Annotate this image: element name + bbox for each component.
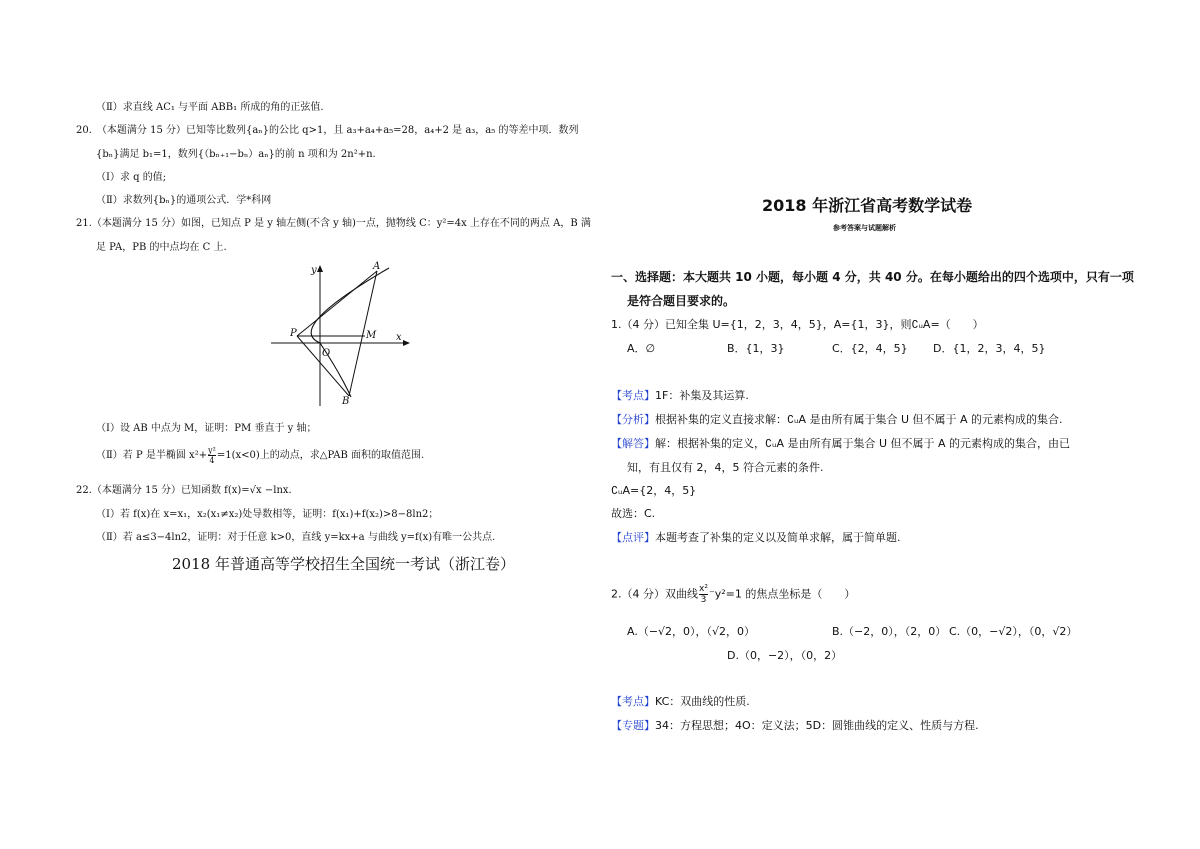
fenxi-text: 根据补集的定义直接求解：∁ᵤA 是由所有属于集合 U 但不属于 A 的元素构成的集合. [655, 413, 1063, 426]
q1-option-c: C．{2，4，5} [832, 342, 908, 355]
q2-stem-pre: 2.（4 分）双曲线 [611, 587, 698, 601]
left-footer-title: 2018 年普通高等学校招生全国统一考试（浙江卷） [172, 555, 515, 573]
q21-line2: 足 PA，PB 的中点均在 C 上. [96, 242, 227, 253]
q21-part2-pre: （Ⅱ）若 P 是半椭圆 x²+ [96, 450, 208, 461]
q2-kaodian-text: KC：双曲线的性质. [655, 695, 750, 708]
q2-option-b: B.（−2，0），（2，0） [832, 625, 947, 638]
q2-fraction-denominator: 3 [700, 595, 707, 605]
label-b: B [342, 396, 350, 407]
q2-stem-post: ⁻y²=1 的焦点坐标是（ ） [708, 587, 856, 601]
q21-line1: 21.（本题满分 15 分）如图，已知点 P 是 y 轴左侧(不含 y 轴)一点，抛物线 C：y²=4x 上存在不同的两点 A，B 满 [76, 218, 591, 229]
fraction-denominator: 4 [209, 456, 215, 465]
q1-dianping [611, 529, 901, 545]
label-x: x [396, 332, 402, 343]
x-axis-arrow [403, 340, 410, 346]
right-title: 2018 年浙江省高考数学试卷 [762, 196, 973, 215]
q20-part1: （Ⅰ）求 q 的值; [96, 172, 167, 183]
q1-fenxi [611, 411, 1063, 427]
q20-line1: 20. （本题满分 15 分）已知等比数列{aₙ}的公比 q>1，且 a₃+a₄+a₅=28，a₄+2 是 a₃，a₅ 的等差中项．数列 [76, 125, 579, 136]
q1-result: ∁ᵤA={2，4，5} [611, 484, 697, 497]
line-pb [297, 336, 349, 396]
q1-stem: 1.（4 分）已知全集 U={1，2，3，4，5}，A={1，3}，则∁ᵤA=（ ） [611, 318, 984, 331]
q2-kaodian-tag: 【考点】 [611, 695, 655, 708]
q2-option-d: D.（0，−2），（0，2） [727, 649, 843, 662]
q21-part2-post: =1(x<0)上的动点，求△PAB 面积的取值范围. [216, 450, 425, 461]
q2-fraction [699, 584, 708, 605]
right-subtitle: 参考答案与试题解析 [833, 224, 896, 232]
parabola-curve [311, 268, 389, 397]
q1-jieda [611, 435, 1070, 451]
kaodian-text: 1F：补集及其运算. [655, 389, 749, 402]
q1-jieda-line2: 知，有且仅有 2，4，5 符合元素的条件. [627, 461, 824, 474]
q1-choose: 故选：C. [611, 507, 656, 520]
q19-part2: （Ⅱ）求直线 AC₁ 与平面 ABB₁ 所成的角的正弦值. [96, 102, 324, 113]
parabola-figure [265, 258, 415, 408]
q1-option-a: A．∅ [627, 342, 656, 355]
q2-fraction-numerator: x² [699, 584, 708, 594]
kaodian-tag: 【考点】 [611, 389, 655, 402]
q21-part1: （Ⅰ）设 AB 中点为 M，证明：PM 垂直于 y 轴； [96, 423, 317, 434]
q22-part2: （Ⅱ）若 a≤3−4ln2，证明：对于任意 k>0，直线 y=kx+a 与曲线 y=f(x)有唯一公共点. [96, 532, 496, 543]
q1-option-d: D．{1，2，3，4，5} [933, 342, 1046, 355]
q21-part2 [96, 446, 424, 465]
q20-part2: （Ⅱ）求数列{bₙ}的通项公式．学*科网 [96, 195, 272, 206]
q2-option-c: C.（0，−√2），（0，√2） [949, 625, 1078, 638]
label-y: y [311, 265, 317, 276]
q20-line2: {bₙ}满足 b₁=1，数列{（bₙ₊₁−bₙ）aₙ}的前 n 项和为 2n²+n. [96, 149, 376, 160]
zhuanti-text: 34：方程思想；4O：定义法；5D：圆锥曲线的定义、性质与方程. [655, 719, 979, 732]
q2-stem [611, 584, 855, 605]
zhuanti-tag: 【专题】 [611, 719, 655, 732]
section1-line2: 是符合题目要求的。 [627, 294, 736, 308]
fenxi-tag: 【分析】 [611, 413, 655, 426]
label-m: M [366, 330, 377, 341]
q2-kaodian [611, 693, 750, 709]
q21-fraction [208, 446, 216, 465]
q1-option-b: B．{1，3} [727, 342, 785, 355]
section1-line1: 一、选择题：本大题共 10 小题，每小题 4 分，共 40 分。在每小题给出的四个选项中，只有一项 [611, 270, 1134, 284]
fraction-numerator: y² [208, 446, 216, 455]
q2-zhuanti [611, 717, 979, 733]
dianping-text: 本题考查了补集的定义以及简单求解，属于简单题. [655, 531, 901, 544]
q22-line1: 22.（本题满分 15 分）已知函数 f(x)=√x −lnx. [76, 485, 292, 496]
label-o: O [322, 348, 331, 359]
q22-part1: （Ⅰ）若 f(x)在 x=x₁，x₂(x₁≠x₂)处导数相等，证明：f(x₁)+f(x₂)>8−8ln2； [96, 509, 439, 520]
q2-option-a: A.（−√2，0），（√2，0） [627, 625, 756, 638]
label-p: P [290, 328, 297, 339]
jieda-tag: 【解答】 [611, 437, 655, 450]
label-a: A [373, 261, 381, 272]
dianping-tag: 【点评】 [611, 531, 655, 544]
q1-kaodian [611, 387, 749, 403]
jieda-text: 解：根据补集的定义，∁ᵤA 是由所有属于集合 U 但不属于 A 的元素构成的集合，由已 [655, 437, 1071, 450]
y-axis-arrow [317, 265, 323, 272]
